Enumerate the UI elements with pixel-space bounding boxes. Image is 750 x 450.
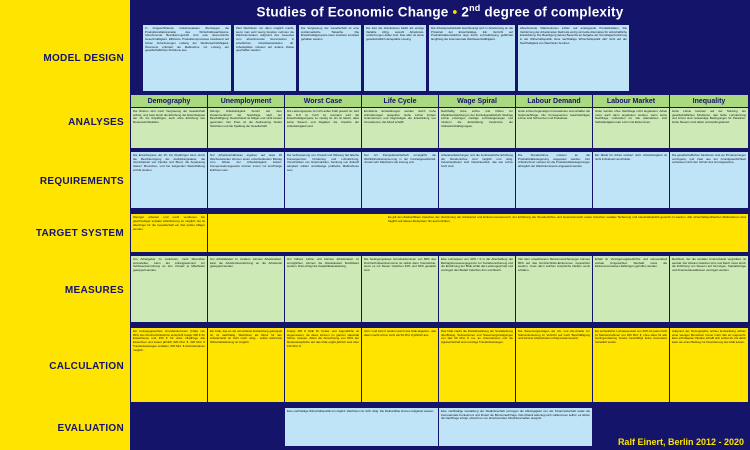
- cell-measures-2: Um höhere Löhne und kürzere Arbeitszeiten zu ermöglichen, können die Arbeitskosten flexibilisiert werden. Dies erfolgt die Kapazitätsauslastung.: [285, 256, 361, 322]
- cell-calculation-4: Das bGE macht die Rückabwicklung der Sozialleistung überflüssig. Subventionen und Steuervergünstigungen von fast 60 Mrd. € u.a. an Unternehmen und die Agrarwirtschaft sind unnötige Transferleistungen.: [439, 328, 515, 402]
- title-degree-suffix: nd: [469, 2, 481, 13]
- cell-requirements-3: Nur mit Perspektivwirtschaft ermöglicht die Wohlfahrtsökonomie-rung in der Freizeitgesellschaft. Jumal mehr Wachstum als Lösung erst.: [362, 152, 438, 208]
- cell-target-system-left: Weniger arbeiten und mehr verdienen bei gleichzeitiger sozialer Absicherung ist möglich. Es ist allerdings für die Gesellschaft ein Ziel wollen billiger werden.: [131, 214, 207, 252]
- cell-calculation-7: Aufgrund der Demographie achten Entwicklung achten einer weniger Menschen immer mehr das an ungerecht. Eine schrittweise Okulare schafft sich selbst ab, bis dahin kann sie einen Beitrag zur Finanzierung des bGE leisten.: [670, 328, 748, 402]
- cell-analyses-7: Hohe Löhne beruhen auf der Nutzung der gesellschaftlichen Strukturen, das heißt, Lohnkürzung und Armut sind notwendige Bedingungen für Parasiten. Hohe Steuern sind daher verzweifungsbereit.: [670, 108, 748, 148]
- cell-model-design-2: Die Vergrauung der Gesellschaft ist eine problematische Tatsache. Die Erwerbstätigenquote kann trotzdem konstant gehalten werden.: [299, 25, 361, 91]
- column-header-life-cycle: Life Cycle: [362, 95, 438, 107]
- cell-measures-5: Viel dem erwerbslosen Rentenversicherungen können 80% auf das Durchschnitts-Einkommen zugesichert werden, muss dann solchen Ansprüche bleiben somit erhalten.: [516, 256, 592, 322]
- cell-calculation-3: ALG I und ALG II werden durch das bGE abgelöst - das allein macht schon mehr als 50 Mrd. € jährlich aus.: [362, 328, 438, 402]
- cell-requirements-0: Die Erwerbsquote der 15- bis 64-jährigen kann durch die Beschleunigung der Ausbildungsdauer, die Vereinbarkeit von Familie und Beruf, die Anpassung 'älterer' Menschen, und bei steigenden Weiterbildung erhöht werden.: [131, 152, 207, 208]
- row-label-calculation: CALCULATION: [0, 326, 130, 406]
- column-header-worst-case: Worst Case: [285, 95, 361, 107]
- cell-requirements-5: Die Stundenlöhne müssen an die Produktivitätssteigerung angepasst werden. Der Arbeitnehmer müssen an die Produktivitätssteigerungen abzüglich der Wachstumsrente angepasst werden.: [516, 152, 592, 208]
- row-label-target-system: TARGET SYSTEM: [0, 212, 130, 254]
- title-degree-number: 2: [461, 4, 470, 20]
- cell-analyses-6: Güter werden ohne Nachfrage nicht angeboten. Arbeit muss auch dann angeboten werden, wenn keine Nachfrage vorhanden ist. Die Alternativen sind Selbständigkeit oder Lohn und Einkommen.: [593, 108, 669, 148]
- row-label-analyses: ANALYSES: [0, 94, 130, 150]
- cell-measures-0: Um Arbeitgeber zu motivieren, mehr Menschen einzustellen, kann der Anfangselement zur Schlüsselverordnung an den Umsatz je Mitarbeiter gekoppelt werden.: [131, 256, 207, 322]
- cell-requirements-1: Nur Arbeitsverhältnisse ergeben auf etwa 30 Wochenstunden können einen entscheidenden Beitrag zum Abbau der Arbeitslosigkeit leisten. Kompensationsgesetze können immer zur kurzfristige Erlöhnen sein.: [208, 152, 284, 208]
- cell-requirements-6: Ein Markt für Arbeit existiert nicht. Arbeitslosigkeit ist nicht individuell verschuldet.: [593, 152, 669, 208]
- author-credit: Ralf Einert, Berlin 2012 - 2020: [617, 437, 744, 447]
- cell-evaluation-0: Eine nachhaltige Wirtschaftspolitik ist möglich. Wachstum ist nicht nötig. Die Zielkonflikte können aufgelöst werden.: [285, 408, 438, 446]
- cell-measures-7: Reichtum, der die sozialen Unterschiede vergrößert, ist asozial. Der Absolut zwischen Arm und Reich muss durch die Erhöhung von Steuern auf Vermögen, Kapitalerträge und Finanzetransaktionen verringert werden.: [670, 256, 748, 322]
- cell-model-design-1: Weil Wachstum nur dann möglich macht, wenn man sehr wenig bereitet, nehmen die Wachstumsraten aufgrund des Gesetzes vom abnehmenden Grenznutzen in erheblichen Arbeitsleistanteilen ab. Arbeitsplätze müssen auf andere Weise geschaffen werden.: [234, 25, 296, 91]
- column-header-demography: Demography: [131, 95, 207, 107]
- cell-analyses-0: Die Reihen sind mehr Vergrauung der Gesellschaft sichter, und zwar durch die Erhöhung der Erwerbsquote der 15- bis 64-jährigen, auch ohne Erhöhung des Renteneintrittsalters.: [131, 108, 207, 148]
- title-separator-dot: •: [452, 4, 458, 20]
- row-label-model-design: MODEL DESIGN: [0, 22, 130, 94]
- cell-calculation-6: Ein einheitlicher Lohnsteuersatz von 40% für jeden fünft zu Mehreinnahmen von 200 Mrd. €, ohne dass für alle Geringverdiening bereits beschäftigt keine besonders hoheitlich wurde.: [593, 328, 669, 402]
- cell-model-design-4: Die Arbeitsproduktivität beschleunigt sich in Arbeitszung an die Privatzeit der Erwerbstätige. Ein Verzicht auf Produktivitätszuwächse liegt durch Lohnsätzigung gefährdet langfristig die internationale Wettbewerbsfähigkeit.: [429, 25, 515, 91]
- page-header: [130, 0, 750, 22]
- cell-evaluation-1: Eine nachhaltige Gestaltung der Reallohnschaft verringert die Abhängigkeit von der Finanzwirtschaft sowie die internationale Konkurrenz und fördert die Binnennachfrage. Das Modell widerlegt sich vollkommen selbst, es fehlen die Nachfrage erfolgt, obwohl es von abnehmenden Abschlussmaßen ausgeht.: [439, 408, 592, 446]
- page-title: [257, 3, 624, 20]
- cell-calculation-0: Ein beitragsgerechtes Grundeinkommen (bGE) von 80% des Durchschnittslohns entspricht knapp 900 € für Erwachsene und 450 € für unter 18-jährige alle Einwohner und kostet jährlich 920 Mrd. €. 320 Mrd. € Transferleistungen entfallen, 520 Mrd. € Administrativen möglich.: [131, 328, 207, 402]
- cell-measures-1: Um Arbeitsleistet zu mindern, können Arbeitszeiten, kann die Arbeitszeitverkürzung an die Arbeitszeit gekoppelt werden.: [208, 256, 284, 322]
- cell-analyses-3: Exzellente Entwicklungen werden durch hohe Anforderungen ausgelöst. Hohe Löhne fordern Unternehmen und begünstigen die Entwicklung von Innovationen, die Arbeit schafft.: [362, 108, 438, 148]
- cell-model-design-5: Abnehmende Marktvolumen treffen auf ansteigende Produktivitäten. Die Verkürzung der Arbeitszeiten bleibt als einzig sinnvolle Alternative für wirtschaftliche Entwicklung. Die Beteiligung deines Bewerbs an Aufgabe der Grundlagenforschung in der Wirtschaftspolitik. Eine nachhaltige Wirtschaftspolitik darf nicht auf der Nachhaltigkeit von Wachstum beruhen.: [518, 25, 629, 91]
- header-corner-block: [0, 0, 130, 22]
- cell-measures-6: Erhalt ist Verzögerungsbedürfnis und elementarteil soziale Umgewichtet. Deshalb muss die Einkommenssteuer-Zahlungen getroffen werden.: [593, 256, 669, 322]
- cell-analyses-5: Hohe Löhne begünstigen Innovationen und schaffen die Güternachfrage. Die Konsequenzen beeinträchtigen Löhne sind Schmerzen und Prekariate.: [516, 108, 592, 148]
- row-label-requirements: REQUIREMENTS: [0, 150, 130, 212]
- cell-measures-4: Eine Lohnsteuer von 40% / 0 in die Abschaffung der Beitragsbemessungsgrenze zur Sozialversicherung und die Einführung der BGE erhält das Leistungsprinzip und verringert den Bedarf zwischen Arm und Reich.: [439, 256, 515, 322]
- cell-requirements-7: Die gesellschaftlichen Strukturen sind ein Privatvermögen verringerte, und zwar aus der Grundgesetzlichkeit verbessert nicht den Schutz des Grundgesetzes.: [670, 152, 748, 208]
- cell-model-design-3: Die Zeit der Arbeitslosen bleibt als einzige Variable übrig, sowohl Arbeitszeit-verkürzungen dabei sind. Das aber ist keine gesellschaftlich akzeptable Lösung.: [364, 25, 426, 91]
- cell-calculation-2: Knapp 400 € bGE für Kinder und Jugendliche ist angemessen, da diese können im ganzen Haushalt führen müssen. Allein die Anrechnung von 80% der Rentenansprüche auf das bGE ergibt jährlich weit über 100 Mrd. €.: [285, 328, 361, 402]
- column-header-unemployment: Unemployment: [208, 95, 284, 107]
- cell-calculation-5: Die Steuervergünstigen der Alt- und AG-Anteile zur Subventionierung im Verzicht auf mehr Beschäftigung und kürzere Arbeitszeiten erfolgt kostenneutral.: [516, 328, 592, 402]
- page-title-main: Studies of Economic Change: [256, 4, 449, 20]
- cell-measures-3: Die bedingungsloses Grundeinkommen von 80% des Durchschnittseinkommens ist selbst dann finanzierbar, wenn es mit Steuer zwischen 40% und 60% gestaltet wird.: [362, 256, 438, 322]
- column-header-inequality: Inequality: [670, 95, 748, 107]
- cell-analyses-2: Die Leistungsquote ist nicht außer Kraft gesetzt ist, wird das N.O zu hoch ist, konstant wird die Erwerbstätigenquote zu niedrig ist. Es ist falsch, dass keine Steuern und Abgaben die Ursache der Arbeitslosigkeit sind.: [285, 108, 361, 148]
- title-degree-text: degree of complexity: [480, 4, 624, 20]
- column-header-labour-demand: Labour Demand: [516, 95, 592, 107]
- cell-requirements-2: Die Verbesserung von Umwelt und Wirkung hat falsche Konsequenzen. Förderung und Lohnkürzung, Vorschreiben von Gütermärkten, Senkung von Zukunft adoptiert sollten unzulässige politische Maßnahmen sein.: [285, 152, 361, 208]
- cell-model-design-0: In fortgeschrittenen Industriestaaten überwiegen die Produktionsfaktoranteile des Wirtschaftswachstums. Abnehmende Bevölkerungszahl sind eine ökonomische Gesetzmäßigkeit. Effiziente Produktionsprozesse bewirkend auf hohen Anforderungen entlang der Wertbewerbsfähigkeit. Ökonomie erfordert als Maßnahme zur Lösung der gesellschaftlichen Probleme aus.: [143, 25, 231, 91]
- column-header-wage-spiral: Wage Spiral: [439, 95, 515, 107]
- cell-requirements-4: Arbeiteranleitszungen und die kontinuierliche Erhöhung der Stundenlöhne sind möglich und nötig. Industriearbeiter sind Industriearbeit, das wie Löhne hoch sind.: [439, 152, 515, 208]
- cell-calculation-1: Ein bGE, das an die armutsfeste Entwicklung gekoppelt ist, ist nachhaltig. Wachstum als Motor für den Arbeitsmarkt ist nicht mehr nötig - selbst wahrende Wirtschaftsleistung ist möglich.: [208, 328, 284, 402]
- row-label-evaluation: EVALUATION: [0, 406, 130, 450]
- cell-target-system-right: Es gilt den Zielkonflikten zwischen der Verkürzung der Arbeitszeit und Einkommenswunsch, der Erhöhung der Stundenlöhne und Gewinnwunsch sowie zwischen sozialer Sicherung und Haushaltsdefizit gerecht zu werden. Alle wirtschaftspolitischen Maßnahmen sind folglich auf dieses Zielsystem hin auszurichten.: [208, 214, 748, 252]
- column-header-labour-market: Labour Market: [593, 95, 669, 107]
- cell-analyses-1: Wenige Arbeitslosigkeit beruht auf dem Zusammenbruch der Nachfrage nach der Beschäftigung. Deutschland ist billiger und nicht besser geworden. Der Preis ist die Ausbeutung breiter Schichten und die Spaltung der Gesellschaft.: [208, 108, 284, 148]
- row-label-measures: MEASURES: [0, 254, 130, 326]
- cell-analyses-4: Nachhaltig hohe Löhne und führen zur Abwärtsentwicklung in der Freizeitgesellschaft. Niedrige Löhne erzwingen niedrige Lohnsteigerungen und mindern die Entwicklung bestimmte der Volkswirtschaftsgruppen.: [439, 108, 515, 148]
